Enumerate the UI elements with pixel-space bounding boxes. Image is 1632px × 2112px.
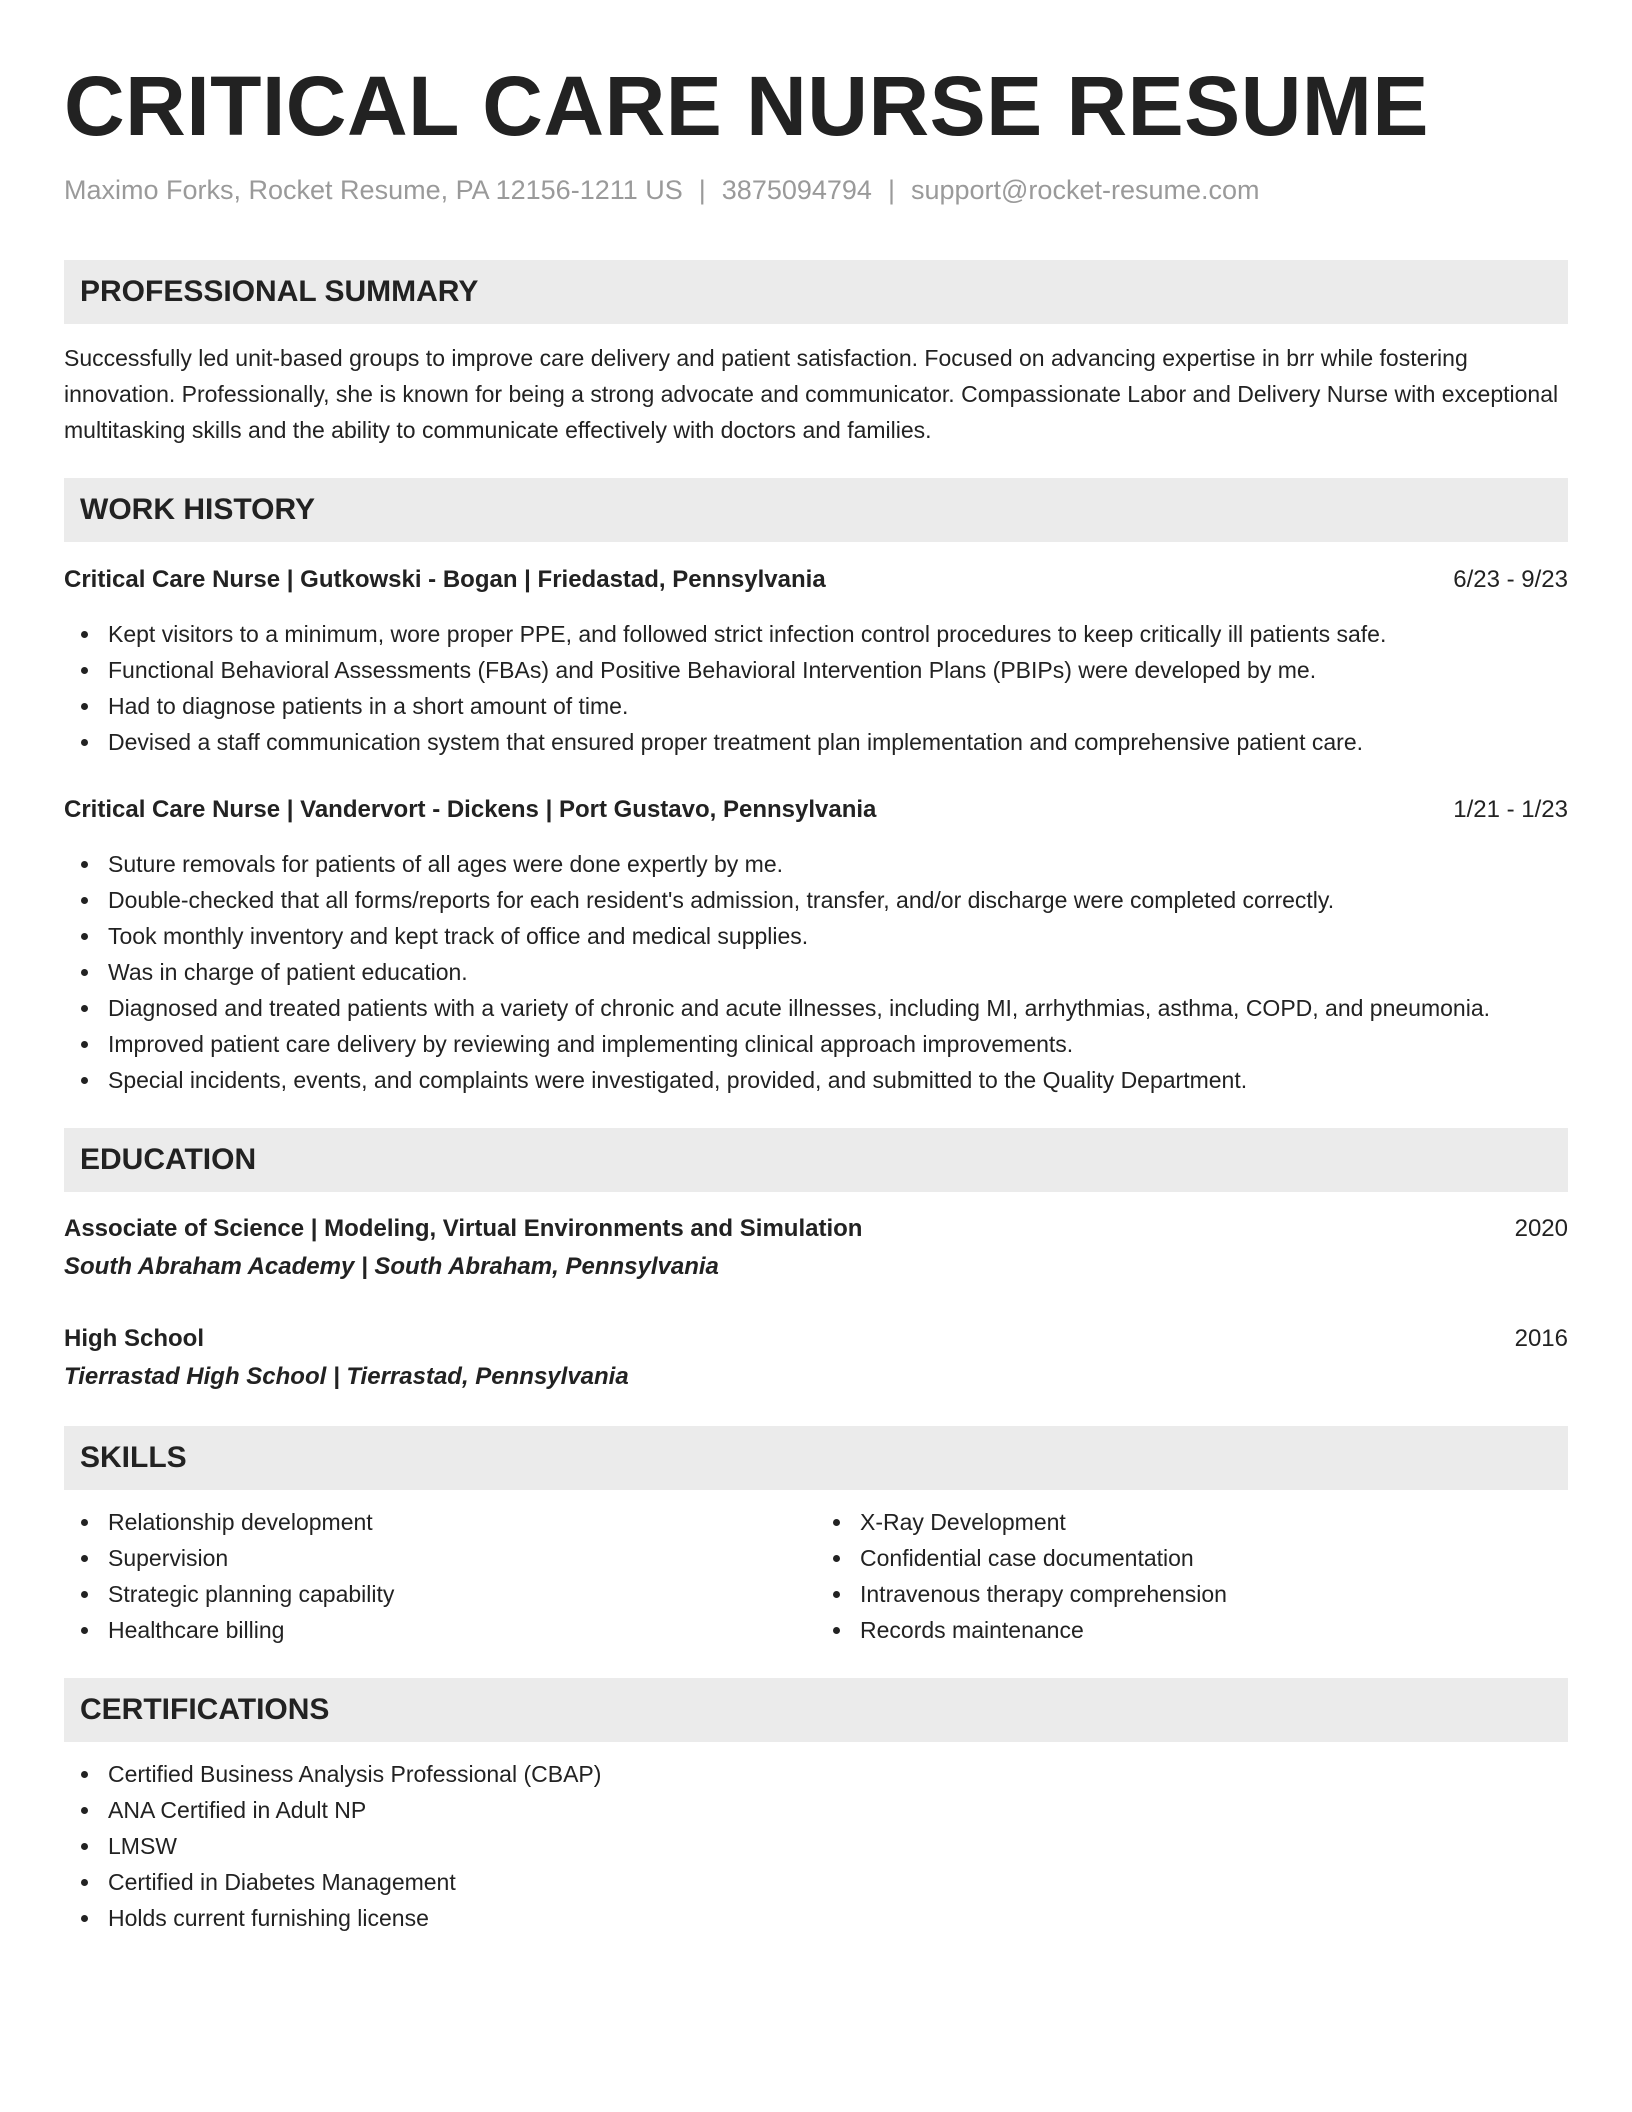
section-header-work-history: WORK HISTORY [64,478,1568,542]
skill-item: Relationship development [64,1504,816,1540]
skills-column-left [64,1504,816,1648]
job-heading: Critical Care Nurse | Gutkowski - Bogan | Friedastad, Pennsylvania [64,566,826,593]
job-bullets [64,616,1568,760]
education-entry [64,1210,1568,1286]
job-heading-row [64,562,1568,598]
job-bullet: Special incidents, events, and complaints were investigated, provided, and submitted to the Quality Department. [64,1062,1568,1098]
education-heading-row [64,1210,1568,1248]
section-header-summary: PROFESSIONAL SUMMARY [64,260,1568,324]
contact-phone: 3875094794 [721,175,872,205]
skill-item: Intravenous therapy comprehension [816,1576,1568,1612]
job-bullet: Was in charge of patient education. [64,954,1568,990]
job-heading-row [64,792,1568,828]
job-bullets [64,846,1568,1098]
section-header-certifications: CERTIFICATIONS [64,1678,1568,1742]
skill-item: Supervision [64,1540,816,1576]
education-year: 2020 [1514,1215,1568,1242]
job-bullet: Improved patient care delivery by reviewing and implementing clinical approach improvements. [64,1026,1568,1062]
contact-address: Maximo Forks, Rocket Resume, PA 12156-1211 US [64,175,683,205]
section-header-education: EDUCATION [64,1128,1568,1192]
job-bullet: Suture removals for patients of all ages were done expertly by me. [64,846,1568,882]
education-degree: Associate of Science | Modeling, Virtual Environments and Simulation [64,1215,863,1242]
job-dates: 6/23 - 9/23 [1453,566,1568,593]
job-bullet: Took monthly inventory and kept track of office and medical supplies. [64,918,1568,954]
skill-item: X-Ray Development [816,1504,1568,1540]
education-degree: High School [64,1325,204,1352]
section-header-skills: SKILLS [64,1426,1568,1490]
job-bullet: Functional Behavioral Assessments (FBAs) and Positive Behavioral Intervention Plans (PBIPs) were developed by me. [64,652,1568,688]
job-bullet: Had to diagnose patients in a short amount of time. [64,688,1568,724]
job-heading: Critical Care Nurse | Vandervort - Dickens | Port Gustavo, Pennsylvania [64,796,877,823]
skill-item: Strategic planning capability [64,1576,816,1612]
education-heading-row [64,1320,1568,1358]
education-entry [64,1320,1568,1396]
education-school: South Abraham Academy | South Abraham, Pennsylvania [64,1253,719,1280]
skill-item: Confidential case documentation [816,1540,1568,1576]
contact-line [64,170,1568,210]
job-dates: 1/21 - 1/23 [1453,796,1568,823]
job-entry [64,562,1568,760]
contact-separator: | [698,175,706,205]
education-year: 2016 [1514,1325,1568,1352]
certification-item: Holds current furnishing license [64,1900,1568,1936]
resume-title: CRITICAL CARE NURSE RESUME [64,59,1429,153]
certification-item: ANA Certified in Adult NP [64,1792,1568,1828]
skills-list [64,1504,1568,1648]
job-bullet: Devised a staff communication system that ensured proper treatment plan implementation and comprehensive patient care. [64,724,1568,760]
skill-item: Records maintenance [816,1612,1568,1648]
contact-separator: | [887,175,895,205]
contact-email: support@rocket-resume.com [910,175,1260,205]
skill-item: Healthcare billing [64,1612,816,1648]
summary-text: Successfully led unit-based groups to improve care delivery and patient satisfaction. Focused on advancing expertise in brr while fostering innovation. Professionally, she is known for being a strong advocate and communicator. Compassionate Labor and Delivery Nurse with exceptional multitasking skills and the ability to communicate effectively with doctors and families. [64,345,1559,443]
certification-item: Certified Business Analysis Professional (CBAP) [64,1756,1568,1792]
education-school: Tierrastad High School | Tierrastad, Pennsylvania [64,1363,629,1390]
certification-item: LMSW [64,1828,1568,1864]
certification-item: Certified in Diabetes Management [64,1864,1568,1900]
certifications-list [64,1756,1568,1936]
job-bullet: Double-checked that all forms/reports for each resident's admission, transfer, and/or discharge were completed correctly. [64,882,1568,918]
job-entry [64,792,1568,1098]
job-bullet: Diagnosed and treated patients with a variety of chronic and acute illnesses, including MI, arrhythmias, asthma, COPD, and pneumonia. [64,990,1568,1026]
skills-column-right [816,1504,1568,1648]
job-bullet: Kept visitors to a minimum, wore proper PPE, and followed strict infection control procedures to keep critically ill patients safe. [64,616,1568,652]
